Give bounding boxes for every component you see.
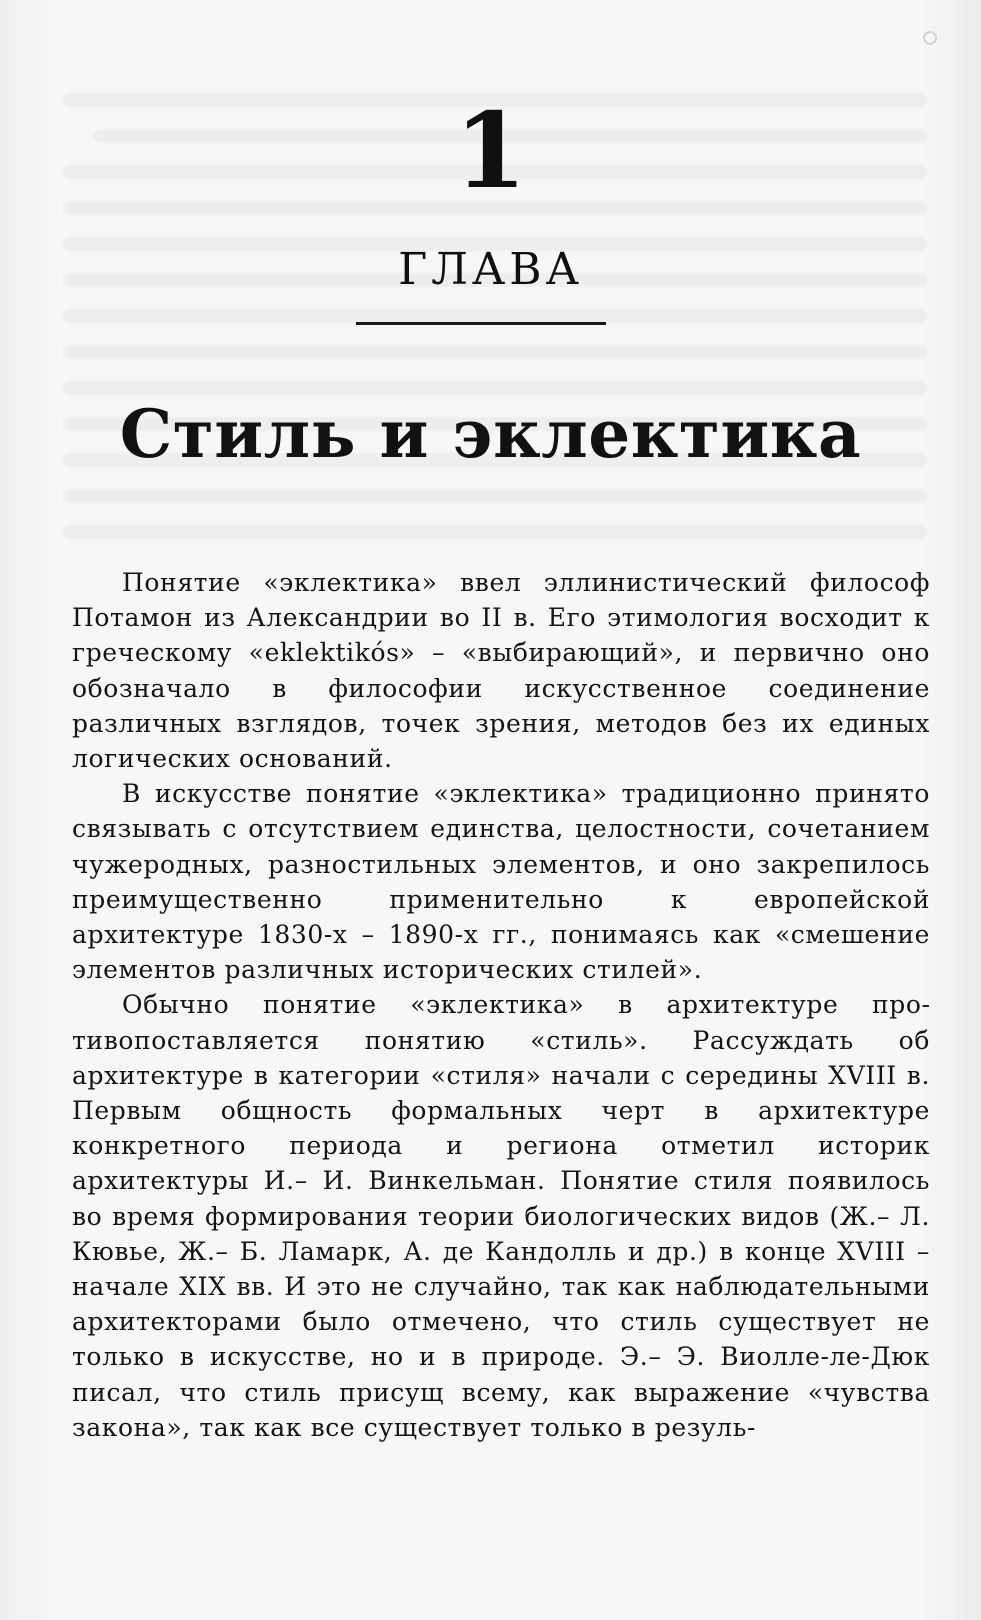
chapter-title: Стиль и эклектика xyxy=(119,395,862,473)
chapter-divider xyxy=(356,322,606,325)
chapter-number: 1 xyxy=(454,89,527,212)
chapter-label: ГЛАВА xyxy=(398,244,583,295)
paragraph: В искусстве понятие «эклектика» традиционно принято связывать с отсутствием единства, целостности, сочетанием чужеродных, разностильных элементов, и оно закрепилось преимущественно применительно к европейской архитектуре 1830-х – 1890-х гг., понимаясь как «смешение элементов различных исторических стилей». xyxy=(72,779,930,985)
body-text xyxy=(72,565,930,1445)
page-corner-mark-icon xyxy=(920,28,940,48)
paragraph: Обычно понятие «эклектика» в архитектуре противопоставляется понятию «стиль». Рассуждать об архитектуре в категории «стиля» начали с середины XVIII в. Первым общность формальных черт в архитектуре конкретного периода и региона отметил историк архитектуры И.– И. Винкельман. Понятие стиля появилось во время формирования теории биологических видов (Ж.– Л. Кювье, Ж.– Б. Ламарк, А. де Кандолль и др.) в конце XVIII – начале XIX вв. И это не случайно, так как наблюдательными архитекторами было отмечено, что стиль существует не только в искусстве, но и в природе. Э.– Э. Виолле-ле-Дюк писал, что стиль присущ всему, как выражение «чувства закона», так как все существует только в резуль- xyxy=(72,990,930,1442)
paragraph: Понятие «эклектика» ввел эллинистический философ Потамон из Александрии во II в. Его этимология восходит к греческому «eklektikós» – «выбирающий», и первично оно обозначало в философии искусственное соединение различных взглядов, точек зрения, методов без их единых логических оснований. xyxy=(72,568,930,774)
